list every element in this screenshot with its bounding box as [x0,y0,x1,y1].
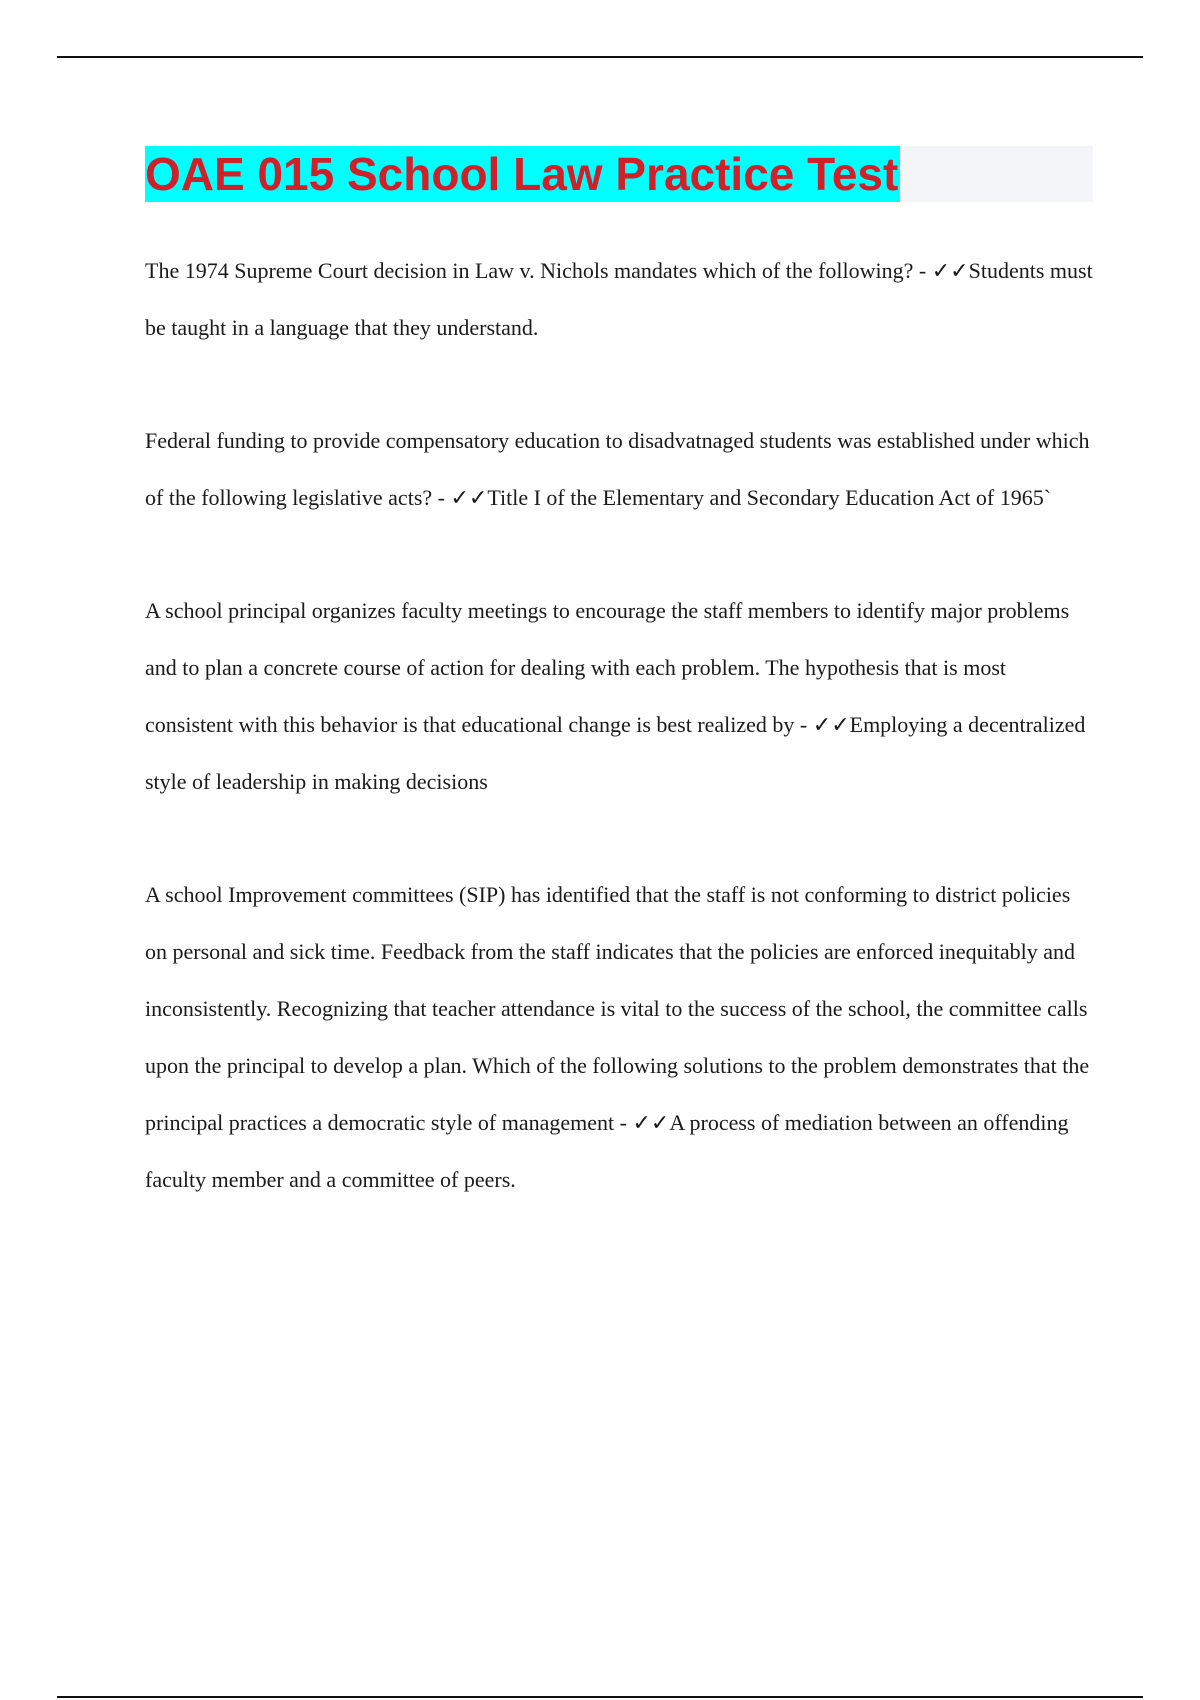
qa-item [145,242,1095,356]
document-body [145,242,1095,1264]
answer-text: ✓✓Employing a decentralized style of leadership in making decisions [145,712,1086,794]
page-title: OAE 015 School Law Practice Test [145,148,899,200]
question-text: The 1974 Supreme Court decision in Law v. Nichols mandates which of the following? - [145,258,927,283]
qa-item [145,582,1095,810]
qa-item [145,866,1095,1208]
question-text: A school principal organizes faculty meetings to encourage the staff members to identify major problems and to plan a concrete course of action for dealing with each problem. The hypothesis that is most consistent with this behavior is that educational change is best realized by - [145,598,1070,737]
question-text: Federal funding to provide compensatory education to disadvatnaged students was established under which of the following legislative acts? - [145,428,1090,510]
footer-rule [57,1696,1143,1698]
answer-text: ✓✓Students must be taught in a language that they understand. [145,258,1093,340]
question-text: A school Improvement committees (SIP) has identified that the staff is not conforming to district policies on personal and sick time. Feedback from the staff indicates that the policies are enforced inequitably and inconsistently. Recognizing that teacher attendance is vital to the success of the school, the committee calls upon the principal to develop a plan. Which of the following solutions to the problem demonstrates that the principal practices a democratic style of management - [145,882,1090,1135]
answer-text: ✓✓A process of mediation between an offending faculty member and a committee of peers. [145,1110,1069,1192]
qa-item [145,412,1095,526]
answer-text: ✓✓Title I of the Elementary and Secondary Education Act of 1965` [450,485,1052,510]
header-rule [57,56,1143,58]
